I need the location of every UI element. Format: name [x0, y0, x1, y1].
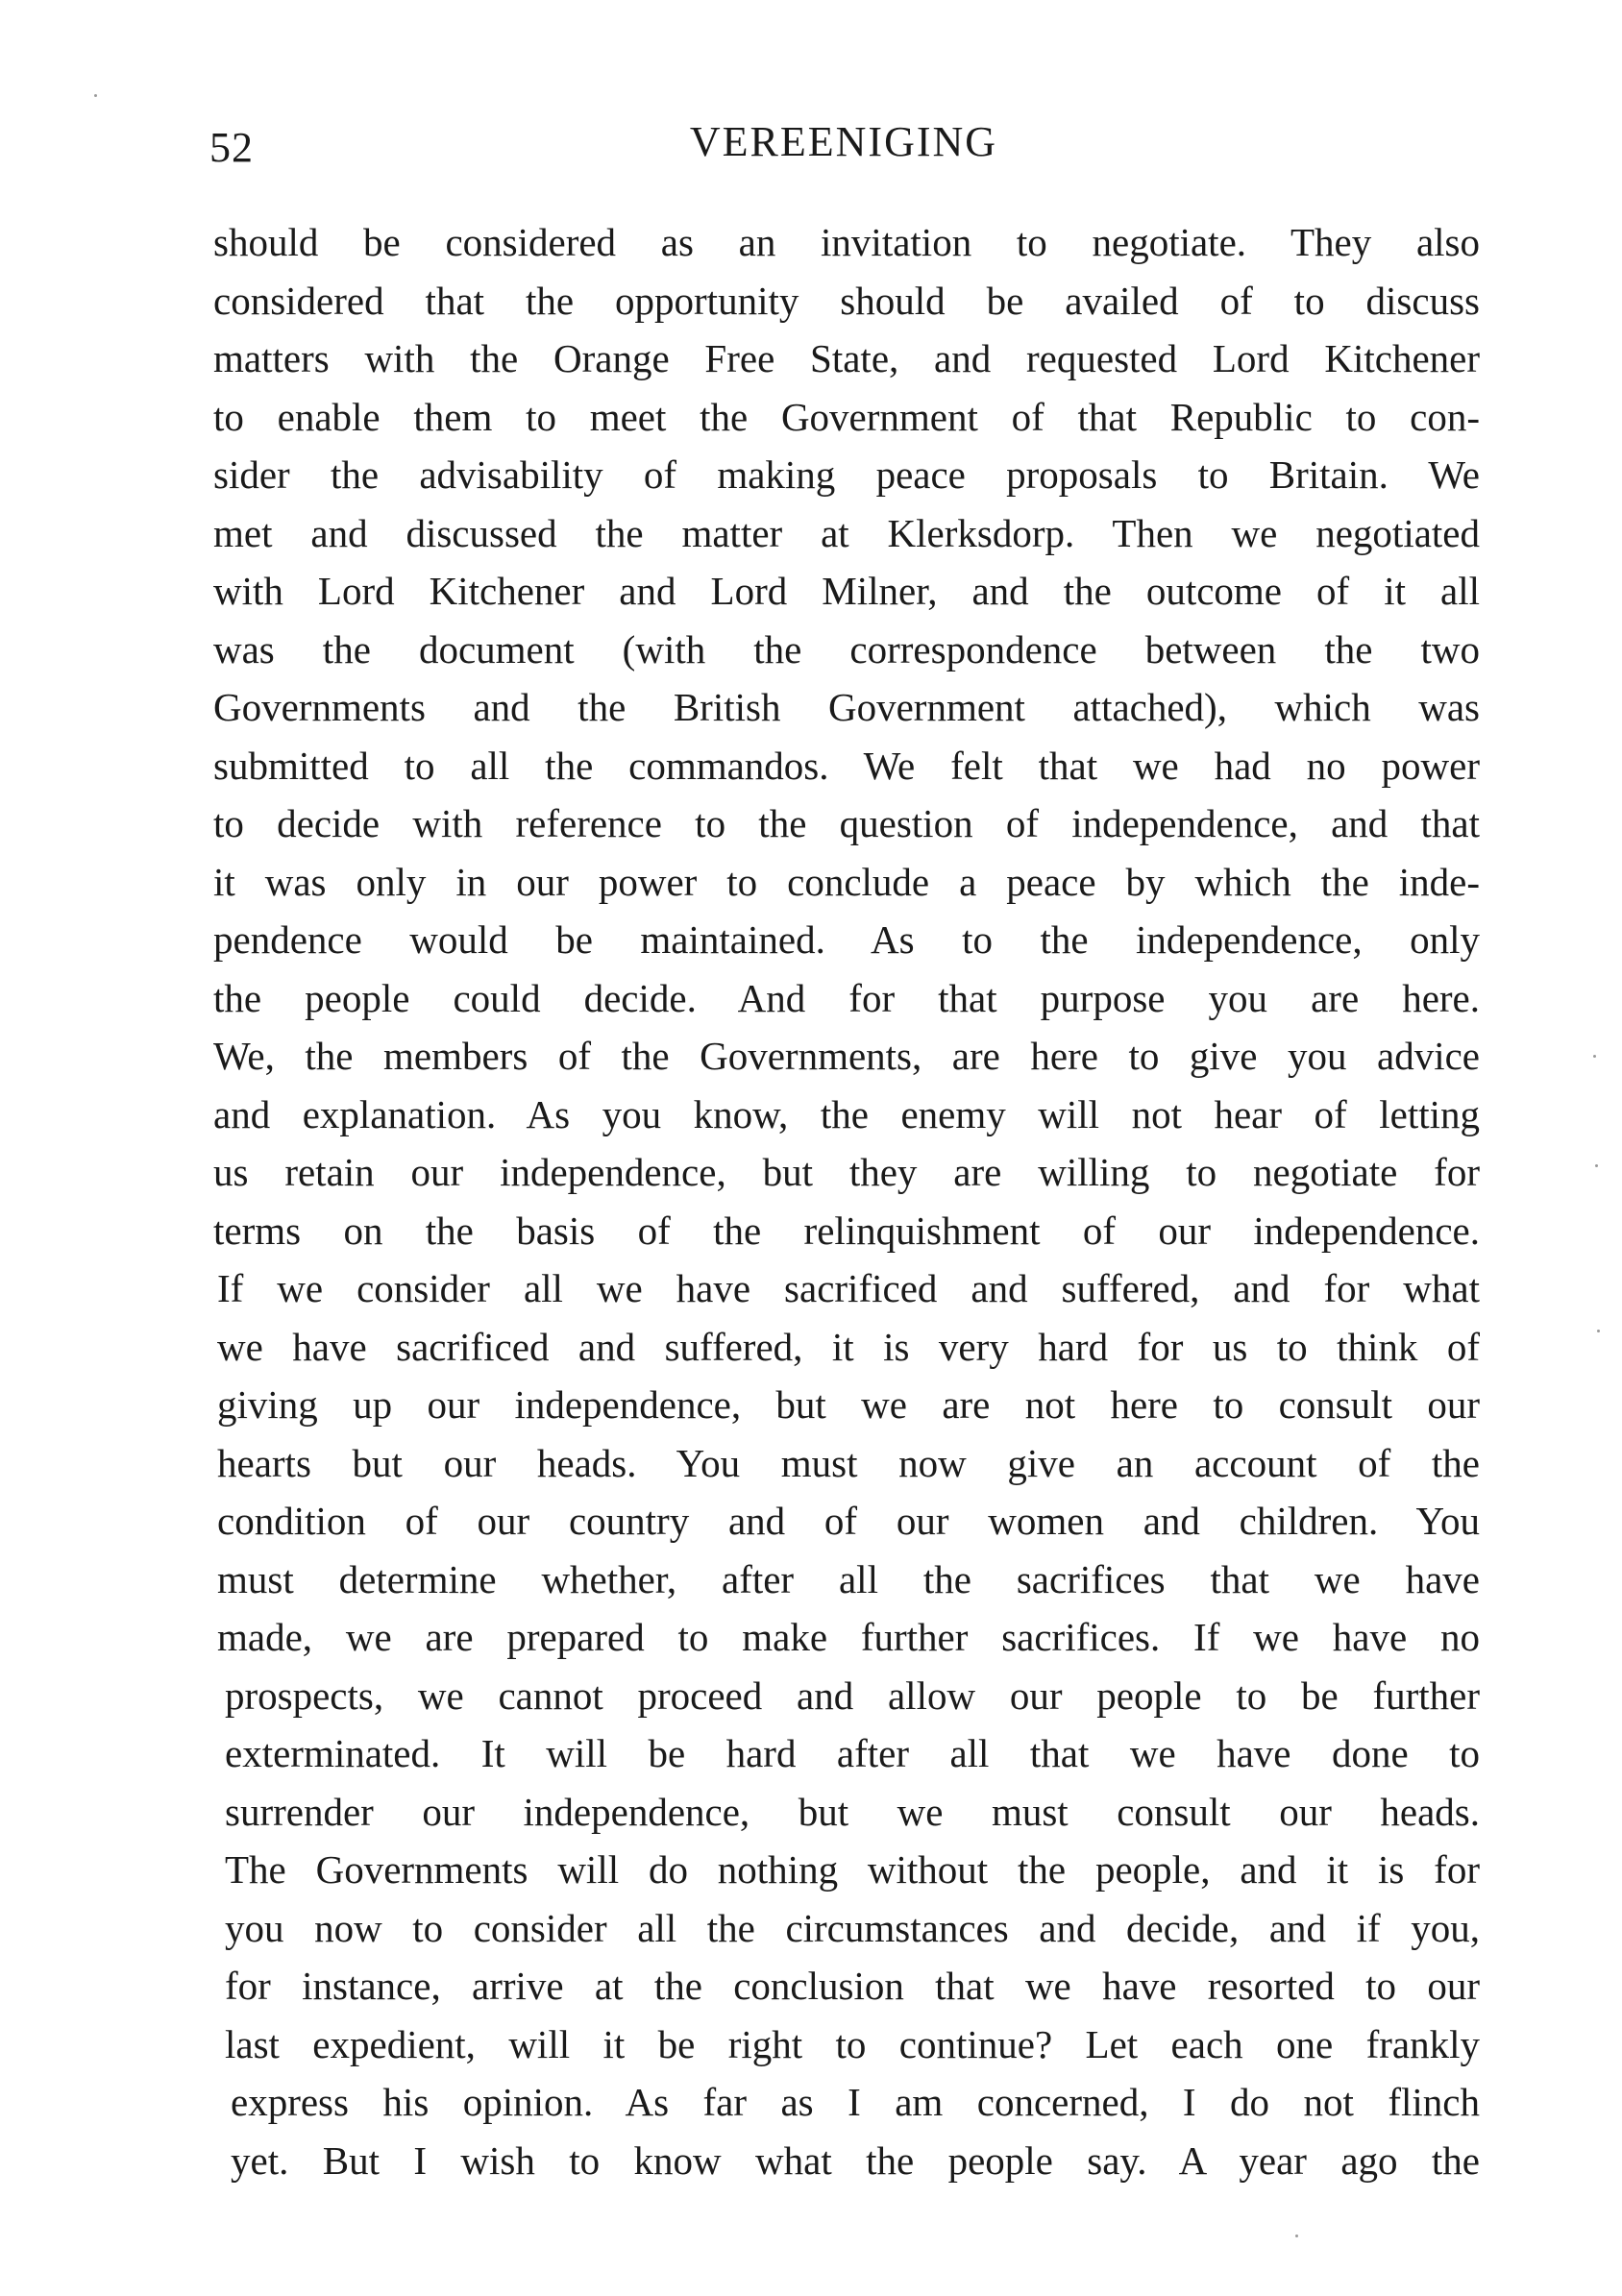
running-head	[209, 117, 1478, 184]
text-line: exterminated. It will be hard after all that we have done to	[225, 1731, 1480, 1775]
text-line: the people could decide. And for that purpose you are here.	[213, 975, 1480, 1020]
text-line: made, we are prepared to make further sacrifices. If we have no	[217, 1615, 1480, 1659]
text-line: hearts but our heads. You must now give an account of the	[217, 1440, 1480, 1485]
text-line: to decide with reference to the question of independence, and that	[213, 801, 1480, 845]
text-line: and explanation. As you know, the enemy will not hear of letting	[213, 1091, 1480, 1136]
text-line: giving up our independence, but we are not here to consult our	[217, 1382, 1480, 1427]
text-line: you now to consider all the circumstances and decide, and if you,	[225, 1905, 1480, 1950]
text-line: If we consider all we have sacrificed and suffered, and for what	[217, 1266, 1480, 1310]
text-line: express his opinion. As far as I am concerned, I do not flinch	[231, 2080, 1480, 2124]
text-line: should be considered as an invitation to negotiate. They also	[213, 220, 1480, 264]
text-line: prospects, we cannot proceed and allow our people to be further	[225, 1673, 1480, 1718]
text-line: last expedient, will it be right to continue? Let each one frankly	[225, 2021, 1480, 2066]
scan-speck	[1597, 1330, 1600, 1332]
text-line: submitted to all the commandos. We felt that we had no power	[213, 743, 1480, 788]
text-line: for instance, arrive at the conclusion that we have resorted to our	[225, 1964, 1480, 2008]
text-line: it was only in our power to conclude a peace by which the inde-	[213, 859, 1480, 904]
text-line: was the document (with the correspondence between the two	[213, 626, 1480, 672]
running-title: VEREENIGING	[689, 118, 998, 165]
text-line: pendence would be maintained. As to the independence, only	[213, 917, 1480, 962]
text-line: surrender our independence, but we must consult our heads.	[225, 1789, 1480, 1834]
scan-speck	[1595, 1164, 1598, 1167]
scan-speck	[94, 94, 97, 97]
text-line: We, the members of the Governments, are here to give you advice	[213, 1034, 1480, 1078]
text-line: we have sacrificed and suffered, it is very hard for us to think of	[217, 1324, 1480, 1369]
page-number: 52	[209, 124, 254, 171]
text-line: matters with the Orange Free State, and requested Lord Kitchener	[213, 336, 1480, 380]
text-line: The Governments will do nothing without the people, and it is for	[225, 1847, 1480, 1892]
scan-speck	[1295, 2235, 1298, 2237]
scan-speck	[1593, 1055, 1596, 1058]
text-line: sider the advisability of making peace proposals to Britain. We	[213, 452, 1480, 497]
text-line: considered that the opportunity should be availed of to discuss	[213, 278, 1480, 323]
text-line: us retain our independence, but they are willing to negotiate for	[213, 1150, 1480, 1194]
text-line: condition of our country and of our women and children. You	[217, 1499, 1480, 1543]
text-line: must determine whether, after all the sacrifices that we have	[217, 1556, 1480, 1601]
text-line: met and discussed the matter at Klerksdorp. Then we negotiated	[213, 510, 1480, 555]
text-line: terms on the basis of the relinquishment of our independence.	[213, 1208, 1480, 1253]
text-line: yet. But I wish to know what the people say. A year ago the	[231, 2137, 1480, 2183]
text-line: to enable them to meet the Government of that Republic to con-	[213, 394, 1480, 439]
text-line: with Lord Kitchener and Lord Milner, and the outcome of it all	[213, 569, 1480, 613]
text-line: Governments and the British Government attached), which was	[213, 685, 1480, 729]
body-text	[213, 213, 1480, 2189]
